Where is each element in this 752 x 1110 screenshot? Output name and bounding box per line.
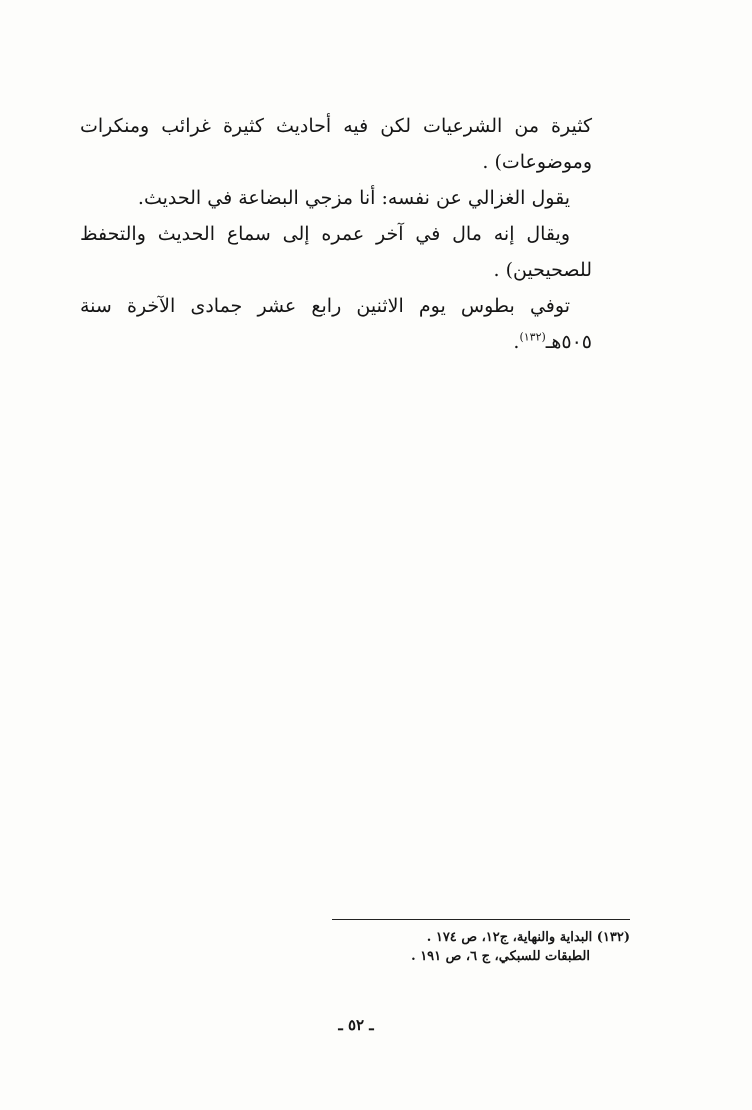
footnote-132-second-source: الطبقات للسبكي، ج ٦، ص ١٩١ . (411, 949, 590, 964)
paragraph-ghazali-quote: يقول الغزالي عن نفسه: أنا مزجي البضاعة في الحديث. (137, 187, 570, 209)
sentence-end: . (513, 331, 520, 353)
paragraph-death-date (80, 288, 592, 360)
death-date-text: توفي بطوس يوم الاثنين رابع عشر جمادى الآخرة سنة ٥٠٥هـ (80, 295, 592, 353)
footnote-reference[interactable]: (١٣٢) (519, 330, 546, 344)
paragraph-continuation: كثيرة من الشرعيات لكن فيه أحاديث كثيرة غرائب ومنكرات وموضوعات) . (80, 115, 592, 173)
footnotes-block (300, 928, 630, 966)
footnote-132: (١٣٢) البداية والنهاية، ج١٢، ص ١٧٤ . (426, 930, 630, 945)
main-text-block (80, 108, 592, 360)
footnote-divider (332, 919, 630, 920)
paragraph-hadith-study: ويقال إنه مال في آخر عمره إلى سماع الحديث والتحفظ للصحيحين) . (80, 223, 592, 281)
page-number: ـ ٥٢ ـ (338, 1016, 374, 1034)
